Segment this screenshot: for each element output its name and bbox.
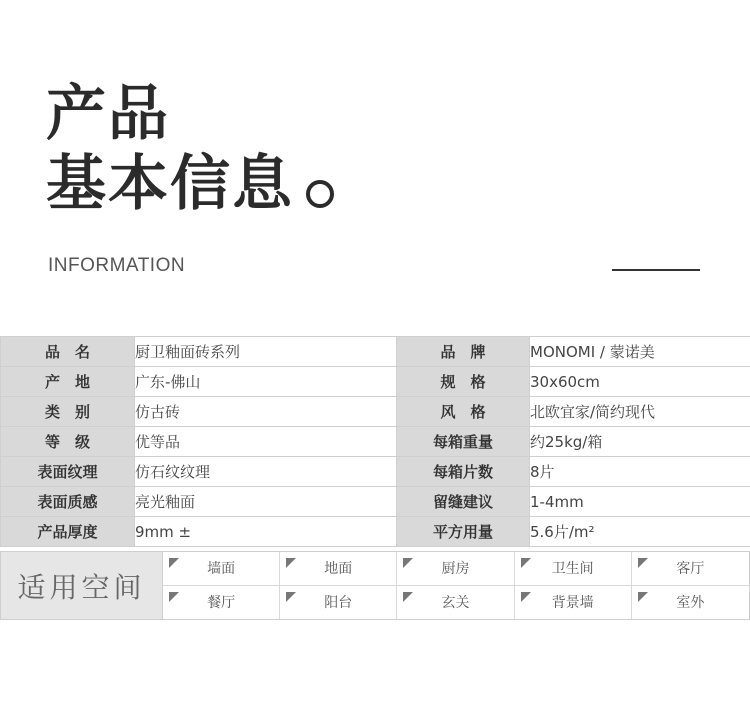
- usage-item-label: 卫生间: [551, 561, 594, 578]
- title-line-1: 产品: [46, 79, 170, 149]
- divider-line: [612, 269, 700, 271]
- spec-value: 约25kg/箱: [530, 427, 750, 457]
- usage-item: [515, 552, 632, 586]
- spec-key: 表面纹理: [1, 457, 135, 487]
- spec-key: 平方用量: [397, 517, 530, 547]
- usage-grid: [163, 552, 749, 619]
- table-row: [1, 427, 750, 457]
- corner-triangle-icon: [286, 558, 296, 568]
- table-row: [1, 487, 750, 517]
- spec-value: 仿石纹纹理: [135, 457, 397, 487]
- corner-triangle-icon: [169, 558, 179, 568]
- spec-key: 每箱片数: [397, 457, 530, 487]
- spec-key: 规 格: [397, 367, 530, 397]
- spec-key: 品 名: [1, 337, 135, 367]
- spec-value: 优等品: [135, 427, 397, 457]
- corner-triangle-icon: [638, 592, 648, 602]
- corner-triangle-icon: [169, 592, 179, 602]
- spec-value: 亮光釉面: [135, 487, 397, 517]
- spec-table: [0, 336, 750, 547]
- usage-item: [163, 586, 280, 620]
- corner-triangle-icon: [521, 558, 531, 568]
- corner-triangle-icon: [521, 592, 531, 602]
- usage-item: [397, 586, 514, 620]
- table-row: [1, 367, 750, 397]
- usage-item-label: 厨房: [441, 561, 470, 578]
- table-row: [1, 337, 750, 367]
- usage-item-label: 室外: [676, 595, 705, 612]
- usage-item-label: 餐厅: [207, 595, 236, 612]
- table-row: [1, 397, 750, 427]
- usage-item: [632, 552, 749, 586]
- table-row: [1, 457, 750, 487]
- spec-key: 类 别: [1, 397, 135, 427]
- corner-triangle-icon: [403, 558, 413, 568]
- usage-item-label: 阳台: [324, 595, 353, 612]
- spec-key: 表面质感: [1, 487, 135, 517]
- usage-item: [632, 586, 749, 620]
- spec-value: 30x60cm: [530, 367, 750, 397]
- corner-triangle-icon: [403, 592, 413, 602]
- spec-key: 产 地: [1, 367, 135, 397]
- title-line-2: 基本信息: [46, 149, 294, 219]
- circle-decoration: [306, 180, 334, 208]
- usage-item-label: 玄关: [441, 595, 470, 612]
- usage-item: [515, 586, 632, 620]
- usage-item-label: 墙面: [207, 561, 236, 578]
- table-row: [1, 517, 750, 547]
- usage-section: [0, 551, 750, 620]
- spec-key: 每箱重量: [397, 427, 530, 457]
- spec-value: 9mm ±: [135, 517, 397, 547]
- spec-value: 广东-佛山: [135, 367, 397, 397]
- spec-value: 5.6片/m²: [530, 517, 750, 547]
- spec-value: 仿古砖: [135, 397, 397, 427]
- spec-value: 8片: [530, 457, 750, 487]
- usage-item-label: 背景墙: [551, 595, 594, 612]
- usage-label: 适用空间: [1, 552, 163, 619]
- subtitle: INFORMATION: [48, 255, 186, 276]
- spec-value: 北欧宜家/简约现代: [530, 397, 750, 427]
- corner-triangle-icon: [638, 558, 648, 568]
- spec-key: 留缝建议: [397, 487, 530, 517]
- spec-key: 等 级: [1, 427, 135, 457]
- spec-key: 风 格: [397, 397, 530, 427]
- corner-triangle-icon: [286, 592, 296, 602]
- usage-item-label: 地面: [324, 561, 353, 578]
- usage-item: [163, 552, 280, 586]
- spec-key: 产品厚度: [1, 517, 135, 547]
- usage-item: [280, 586, 397, 620]
- spec-value: MONOMI / 蒙诺美: [530, 337, 750, 367]
- usage-item: [397, 552, 514, 586]
- spec-value: 1-4mm: [530, 487, 750, 517]
- spec-key: 品 牌: [397, 337, 530, 367]
- spec-value: 厨卫釉面砖系列: [135, 337, 397, 367]
- usage-item-label: 客厅: [676, 561, 705, 578]
- usage-item: [280, 552, 397, 586]
